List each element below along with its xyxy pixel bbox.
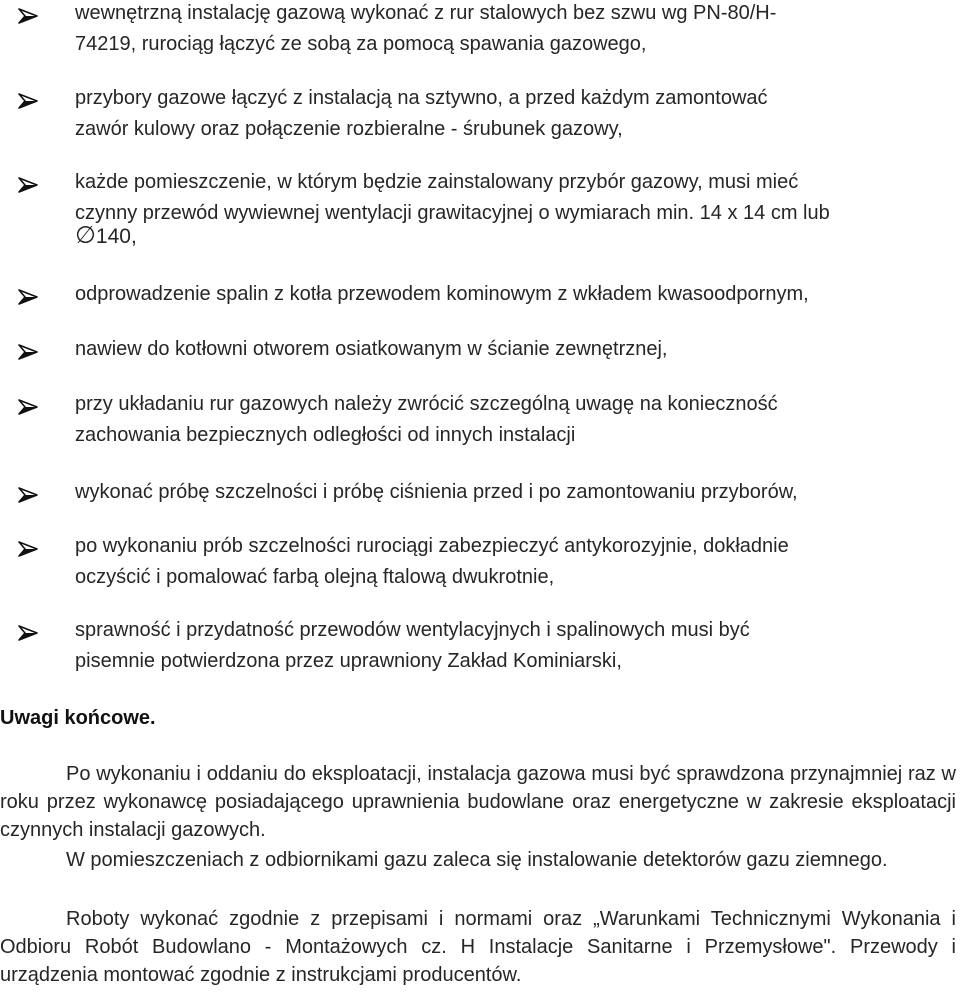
arrow-bullet-icon [17, 93, 39, 109]
list-item-text: przy układaniu rur gazowych należy zwrócić szczególną uwagę na konieczność zachowania bezpiecznych odległości od innych instalacji [75, 393, 778, 446]
list-item-text: wewnętrzną instalację gazową wykonać z rur stalowych bez szwu wg PN-80/H- 74219, rurociąg łączyć ze sobą za pomocą spawania gazowego, [75, 2, 777, 55]
arrow-bullet-icon [17, 289, 39, 305]
arrow-bullet-icon [17, 399, 39, 415]
arrow-bullet-icon [17, 8, 39, 24]
diameter-value: 140, [95, 225, 137, 248]
section-heading: Uwagi końcowe. [0, 707, 156, 729]
list-item-text: każde pomieszczenie, w którym będzie zainstalowany przybór gazowy, musi mieć czynny przewód wywiewnej wentylacji grawitacyjnej o wymiarach min. 14 x 14 cm lub [75, 171, 830, 224]
closing-paragraph: Po wykonaniu i oddaniu do eksploatacji, instalacja gazowa musi być sprawdzona przynajmniej raz w roku przez wykonawcę posiadającego uprawnienia budowlane oraz energetyczne w zakresie eksploatacji czynnych instalacji gazowych. [0, 763, 956, 841]
list-item-text: po wykonaniu prób szczelności rurociągi zabezpieczyć antykorozyjnie, dokładnie oczyścić i pomalować farbą olejną ftalową dwukrotnie, [75, 535, 789, 588]
list-item-text: przybory gazowe łączyć z instalacją na sztywno, a przed każdym zamontować zawór kulowy oraz połączenie rozbieralne - śrubunek gazowy, [75, 87, 768, 140]
closing-paragraph: Roboty wykonać zgodnie z przepisami i normami oraz „Warunkami Technicznymi Wykonania i Odbioru Robót Budowlano - Montażowych cz. H Instalacje Sanitarne i Przemysłowe". Przewody i urządzenia montować zgodnie z instrukcjami producentów. [0, 908, 956, 986]
diameter-line [75, 222, 137, 251]
list-item-text: nawiew do kotłowni otworem osiatkowanym w ścianie zewnętrznej, [75, 338, 668, 360]
list-item-text: odprowadzenie spalin z kotła przewodem kominowym z wkładem kwasoodpornym, [75, 283, 809, 305]
arrow-bullet-icon [17, 344, 39, 360]
arrow-bullet-icon [17, 541, 39, 557]
list-item-text: sprawność i przydatność przewodów wentylacyjnych i spalinowych musi być pisemnie potwierdzona przez uprawniony Zakład Kominiarski, [75, 619, 750, 672]
closing-paragraph: W pomieszczeniach z odbiornikami gazu zaleca się instalowanie detektorów gazu ziemnego. [66, 849, 888, 871]
arrow-bullet-icon [17, 177, 39, 193]
arrow-bullet-icon [17, 487, 39, 503]
diameter-icon: ∅ [75, 222, 96, 249]
list-item-text: wykonać próbę szczelności i próbę ciśnienia przed i po zamontowaniu przyborów, [75, 481, 798, 503]
arrow-bullet-icon [17, 625, 39, 641]
